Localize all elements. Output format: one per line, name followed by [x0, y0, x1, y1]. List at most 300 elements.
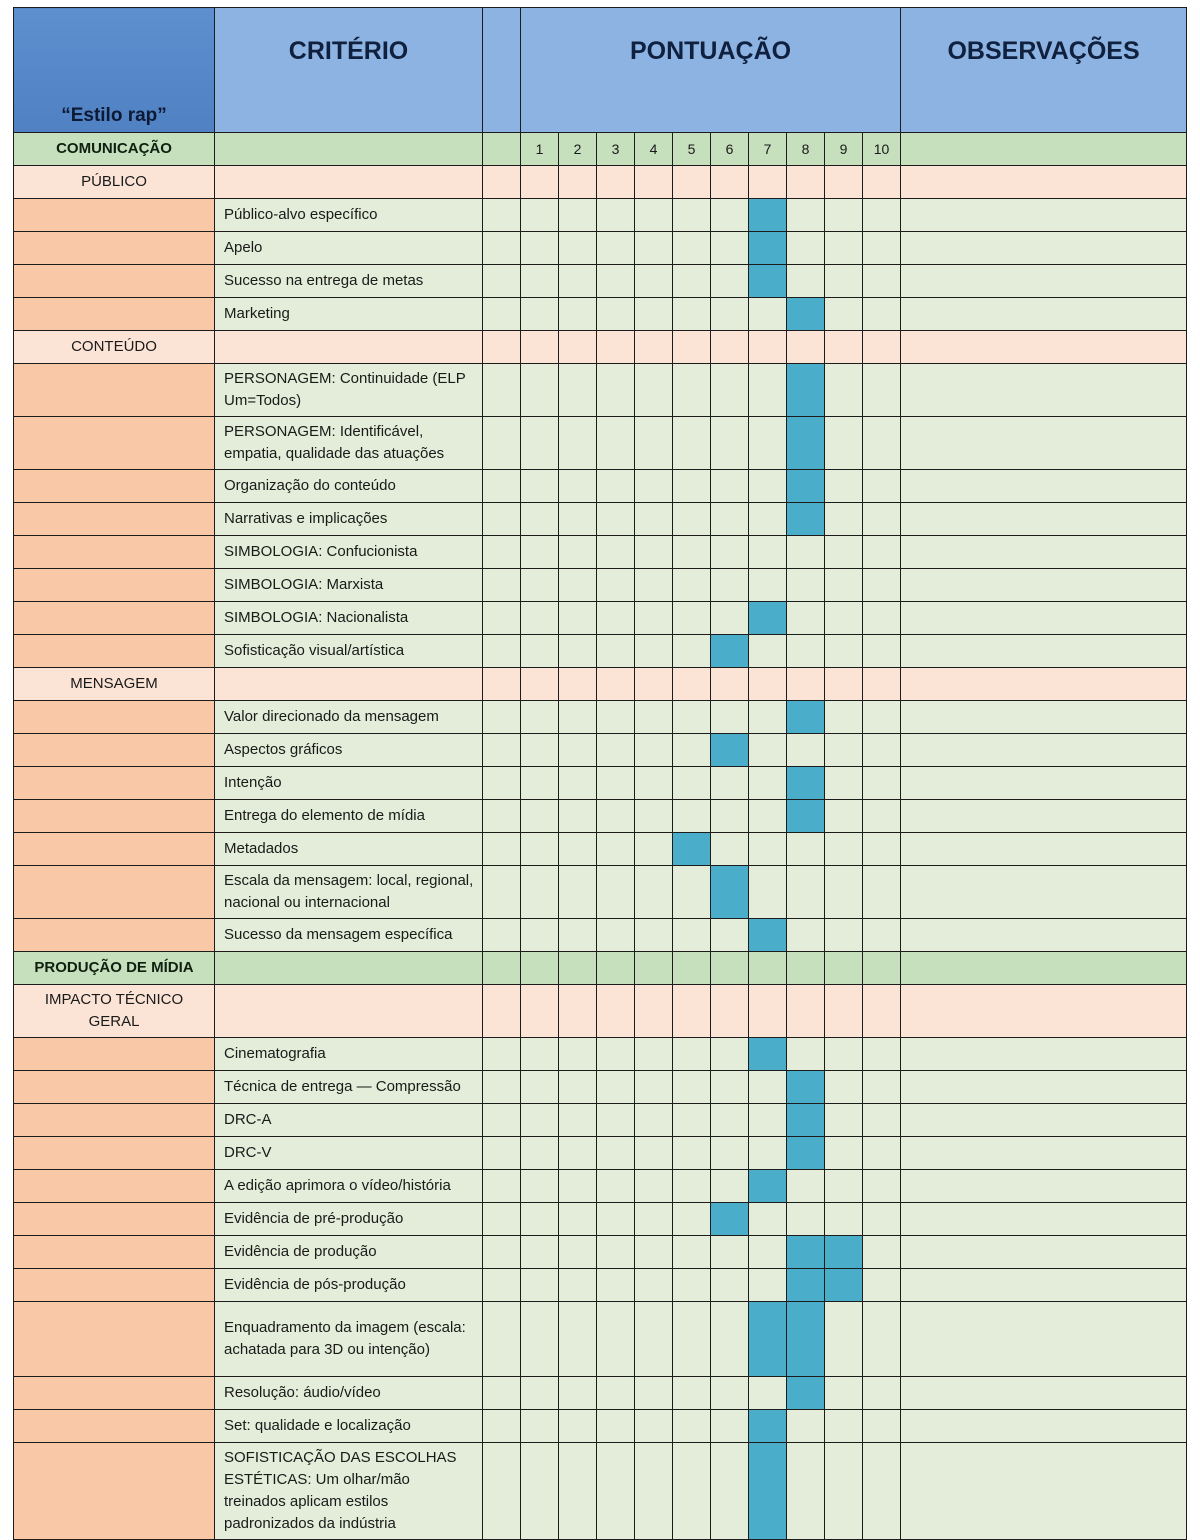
score-cell[interactable] [521, 199, 559, 232]
score-cell[interactable] [635, 232, 673, 265]
score-cell-selected[interactable] [787, 1302, 825, 1377]
score-cell[interactable] [597, 1104, 635, 1137]
score-cell[interactable] [673, 1443, 711, 1540]
score-cell[interactable] [825, 1071, 863, 1104]
score-cell[interactable] [711, 1269, 749, 1302]
score-cell-selected[interactable] [749, 1302, 787, 1377]
score-cell[interactable] [711, 199, 749, 232]
score-cell[interactable] [863, 833, 901, 866]
score-cell-selected[interactable] [749, 232, 787, 265]
score-cell[interactable] [597, 602, 635, 635]
notes-cell[interactable] [901, 1104, 1187, 1137]
score-cell-selected[interactable] [787, 701, 825, 734]
notes-cell[interactable] [901, 232, 1187, 265]
notes-cell[interactable] [901, 833, 1187, 866]
notes-cell[interactable] [901, 364, 1187, 417]
score-cell[interactable] [673, 767, 711, 800]
score-cell[interactable] [863, 199, 901, 232]
score-cell[interactable] [825, 364, 863, 417]
score-cell[interactable] [787, 734, 825, 767]
score-cell[interactable] [635, 364, 673, 417]
score-cell[interactable] [863, 1236, 901, 1269]
score-cell-selected[interactable] [749, 1038, 787, 1071]
score-cell[interactable] [787, 232, 825, 265]
notes-cell[interactable] [901, 1269, 1187, 1302]
score-cell[interactable] [559, 767, 597, 800]
score-cell[interactable] [559, 364, 597, 417]
score-cell[interactable] [749, 364, 787, 417]
notes-cell[interactable] [901, 417, 1187, 470]
score-cell[interactable] [863, 569, 901, 602]
score-cell-selected[interactable] [673, 833, 711, 866]
score-cell[interactable] [825, 1137, 863, 1170]
score-cell[interactable] [597, 1410, 635, 1443]
notes-cell[interactable] [901, 298, 1187, 331]
score-cell[interactable] [559, 536, 597, 569]
score-cell[interactable] [559, 1104, 597, 1137]
score-cell[interactable] [673, 1104, 711, 1137]
score-cell[interactable] [863, 635, 901, 668]
notes-cell[interactable] [901, 1170, 1187, 1203]
score-cell[interactable] [559, 1038, 597, 1071]
score-cell-selected[interactable] [787, 364, 825, 417]
score-cell[interactable] [787, 1038, 825, 1071]
score-cell[interactable] [787, 569, 825, 602]
notes-cell[interactable] [901, 1071, 1187, 1104]
score-cell[interactable] [863, 265, 901, 298]
score-cell[interactable] [635, 919, 673, 952]
score-cell[interactable] [711, 1071, 749, 1104]
score-cell[interactable] [825, 298, 863, 331]
notes-cell[interactable] [901, 866, 1187, 919]
notes-cell[interactable] [901, 1443, 1187, 1540]
score-cell[interactable] [673, 298, 711, 331]
score-cell[interactable] [597, 833, 635, 866]
score-cell[interactable] [559, 635, 597, 668]
score-cell[interactable] [597, 1137, 635, 1170]
score-cell[interactable] [749, 767, 787, 800]
score-cell[interactable] [635, 417, 673, 470]
score-cell[interactable] [825, 701, 863, 734]
score-cell[interactable] [673, 536, 711, 569]
score-cell[interactable] [635, 866, 673, 919]
score-cell[interactable] [711, 1302, 749, 1377]
score-cell[interactable] [673, 364, 711, 417]
notes-cell[interactable] [901, 1410, 1187, 1443]
score-cell[interactable] [863, 866, 901, 919]
score-cell-selected[interactable] [787, 298, 825, 331]
notes-cell[interactable] [901, 1203, 1187, 1236]
score-cell[interactable] [673, 1377, 711, 1410]
score-cell[interactable] [521, 265, 559, 298]
score-cell[interactable] [673, 1137, 711, 1170]
score-cell[interactable] [559, 1377, 597, 1410]
score-cell[interactable] [711, 1170, 749, 1203]
score-cell[interactable] [597, 1269, 635, 1302]
notes-cell[interactable] [901, 569, 1187, 602]
score-cell-selected[interactable] [787, 1137, 825, 1170]
score-cell-selected[interactable] [749, 919, 787, 952]
score-cell[interactable] [673, 1170, 711, 1203]
score-cell[interactable] [597, 1236, 635, 1269]
score-cell-selected[interactable] [749, 1170, 787, 1203]
score-cell[interactable] [635, 734, 673, 767]
notes-cell[interactable] [901, 1377, 1187, 1410]
score-cell[interactable] [749, 800, 787, 833]
score-cell[interactable] [521, 767, 559, 800]
score-cell[interactable] [559, 1071, 597, 1104]
score-cell[interactable] [521, 298, 559, 331]
score-cell[interactable] [597, 364, 635, 417]
score-cell-selected[interactable] [711, 866, 749, 919]
score-cell[interactable] [635, 1443, 673, 1540]
score-cell-selected[interactable] [787, 470, 825, 503]
score-cell[interactable] [635, 298, 673, 331]
score-cell[interactable] [825, 232, 863, 265]
score-cell[interactable] [635, 1377, 673, 1410]
score-cell[interactable] [559, 734, 597, 767]
score-cell[interactable] [635, 503, 673, 536]
score-cell[interactable] [749, 1071, 787, 1104]
score-cell[interactable] [711, 364, 749, 417]
score-cell[interactable] [863, 800, 901, 833]
score-cell[interactable] [635, 569, 673, 602]
score-cell[interactable] [711, 800, 749, 833]
score-cell[interactable] [597, 1071, 635, 1104]
score-cell[interactable] [559, 1236, 597, 1269]
score-cell[interactable] [787, 265, 825, 298]
score-cell[interactable] [787, 602, 825, 635]
score-cell[interactable] [559, 569, 597, 602]
score-cell[interactable] [711, 417, 749, 470]
score-cell[interactable] [863, 919, 901, 952]
score-cell[interactable] [521, 1302, 559, 1377]
score-cell[interactable] [749, 569, 787, 602]
score-cell[interactable] [787, 1410, 825, 1443]
score-cell[interactable] [749, 417, 787, 470]
score-cell[interactable] [749, 1137, 787, 1170]
score-cell[interactable] [559, 503, 597, 536]
score-cell[interactable] [521, 470, 559, 503]
score-cell[interactable] [521, 1071, 559, 1104]
score-cell[interactable] [863, 1038, 901, 1071]
score-cell[interactable] [635, 1137, 673, 1170]
notes-cell[interactable] [901, 503, 1187, 536]
score-cell[interactable] [749, 635, 787, 668]
score-cell[interactable] [825, 1038, 863, 1071]
score-cell[interactable] [521, 232, 559, 265]
score-cell[interactable] [559, 232, 597, 265]
score-cell[interactable] [787, 199, 825, 232]
score-cell[interactable] [787, 919, 825, 952]
score-cell[interactable] [711, 1377, 749, 1410]
score-cell[interactable] [863, 1137, 901, 1170]
notes-cell[interactable] [901, 701, 1187, 734]
score-cell[interactable] [825, 833, 863, 866]
score-cell[interactable] [825, 417, 863, 470]
score-cell[interactable] [521, 919, 559, 952]
score-cell[interactable] [863, 232, 901, 265]
score-cell[interactable] [521, 701, 559, 734]
score-cell[interactable] [673, 1038, 711, 1071]
score-cell[interactable] [635, 1269, 673, 1302]
score-cell[interactable] [635, 1236, 673, 1269]
score-cell[interactable] [521, 866, 559, 919]
score-cell[interactable] [825, 503, 863, 536]
score-cell[interactable] [711, 298, 749, 331]
score-cell[interactable] [825, 536, 863, 569]
score-cell[interactable] [597, 536, 635, 569]
score-cell[interactable] [711, 701, 749, 734]
score-cell[interactable] [825, 1443, 863, 1540]
score-cell[interactable] [711, 232, 749, 265]
score-cell[interactable] [787, 635, 825, 668]
score-cell[interactable] [673, 1269, 711, 1302]
score-cell[interactable] [711, 470, 749, 503]
score-cell[interactable] [749, 536, 787, 569]
score-cell[interactable] [673, 1302, 711, 1377]
score-cell[interactable] [749, 470, 787, 503]
score-cell[interactable] [825, 1170, 863, 1203]
score-cell[interactable] [597, 767, 635, 800]
score-cell[interactable] [711, 1038, 749, 1071]
score-cell[interactable] [711, 919, 749, 952]
score-cell[interactable] [559, 417, 597, 470]
score-cell[interactable] [521, 417, 559, 470]
score-cell[interactable] [673, 417, 711, 470]
score-cell[interactable] [597, 1443, 635, 1540]
score-cell[interactable] [711, 602, 749, 635]
score-cell[interactable] [673, 866, 711, 919]
score-cell[interactable] [635, 1203, 673, 1236]
score-cell[interactable] [521, 364, 559, 417]
score-cell[interactable] [559, 265, 597, 298]
score-cell[interactable] [521, 569, 559, 602]
score-cell[interactable] [635, 1071, 673, 1104]
score-cell[interactable] [749, 734, 787, 767]
score-cell[interactable] [787, 1443, 825, 1540]
score-cell[interactable] [673, 470, 711, 503]
score-cell[interactable] [635, 536, 673, 569]
score-cell-selected[interactable] [711, 635, 749, 668]
score-cell[interactable] [559, 602, 597, 635]
score-cell[interactable] [597, 265, 635, 298]
score-cell[interactable] [635, 470, 673, 503]
score-cell[interactable] [825, 265, 863, 298]
score-cell[interactable] [825, 1203, 863, 1236]
score-cell-selected[interactable] [711, 1203, 749, 1236]
score-cell[interactable] [521, 1104, 559, 1137]
score-cell[interactable] [559, 470, 597, 503]
score-cell[interactable] [597, 1038, 635, 1071]
score-cell[interactable] [559, 199, 597, 232]
score-cell[interactable] [825, 734, 863, 767]
score-cell-selected[interactable] [787, 417, 825, 470]
score-cell[interactable] [635, 800, 673, 833]
score-cell[interactable] [597, 866, 635, 919]
score-cell[interactable] [673, 265, 711, 298]
score-cell[interactable] [521, 833, 559, 866]
notes-cell[interactable] [901, 199, 1187, 232]
score-cell[interactable] [559, 1410, 597, 1443]
score-cell[interactable] [711, 1104, 749, 1137]
score-cell[interactable] [863, 1203, 901, 1236]
score-cell[interactable] [597, 503, 635, 536]
score-cell[interactable] [521, 1269, 559, 1302]
score-cell[interactable] [749, 298, 787, 331]
score-cell[interactable] [711, 833, 749, 866]
score-cell[interactable] [673, 734, 711, 767]
score-cell[interactable] [673, 635, 711, 668]
score-cell[interactable] [559, 800, 597, 833]
score-cell[interactable] [673, 569, 711, 602]
score-cell-selected[interactable] [787, 767, 825, 800]
score-cell[interactable] [863, 734, 901, 767]
score-cell[interactable] [787, 1170, 825, 1203]
score-cell[interactable] [635, 1410, 673, 1443]
score-cell-selected[interactable] [787, 503, 825, 536]
score-cell[interactable] [825, 767, 863, 800]
score-cell[interactable] [521, 1443, 559, 1540]
score-cell[interactable] [559, 1302, 597, 1377]
notes-cell[interactable] [901, 536, 1187, 569]
score-cell[interactable] [597, 1302, 635, 1377]
score-cell[interactable] [521, 503, 559, 536]
notes-cell[interactable] [901, 919, 1187, 952]
score-cell[interactable] [673, 232, 711, 265]
score-cell-selected[interactable] [787, 1071, 825, 1104]
score-cell[interactable] [597, 734, 635, 767]
score-cell[interactable] [711, 1137, 749, 1170]
notes-cell[interactable] [901, 1137, 1187, 1170]
score-cell[interactable] [787, 833, 825, 866]
score-cell[interactable] [825, 635, 863, 668]
score-cell[interactable] [787, 1203, 825, 1236]
score-cell[interactable] [749, 1236, 787, 1269]
score-cell[interactable] [711, 536, 749, 569]
score-cell[interactable] [597, 635, 635, 668]
score-cell[interactable] [521, 635, 559, 668]
score-cell[interactable] [597, 569, 635, 602]
score-cell[interactable] [597, 1203, 635, 1236]
score-cell[interactable] [749, 1104, 787, 1137]
score-cell-selected[interactable] [749, 1443, 787, 1540]
score-cell[interactable] [749, 1203, 787, 1236]
score-cell[interactable] [749, 503, 787, 536]
notes-cell[interactable] [901, 767, 1187, 800]
score-cell[interactable] [559, 1203, 597, 1236]
score-cell[interactable] [559, 833, 597, 866]
score-cell[interactable] [863, 1443, 901, 1540]
score-cell[interactable] [521, 734, 559, 767]
score-cell[interactable] [749, 833, 787, 866]
score-cell-selected[interactable] [711, 734, 749, 767]
score-cell[interactable] [825, 919, 863, 952]
score-cell[interactable] [635, 833, 673, 866]
score-cell[interactable] [559, 1137, 597, 1170]
notes-cell[interactable] [901, 1236, 1187, 1269]
score-cell[interactable] [863, 1302, 901, 1377]
score-cell[interactable] [863, 1170, 901, 1203]
score-cell[interactable] [863, 1104, 901, 1137]
score-cell[interactable] [597, 800, 635, 833]
score-cell-selected[interactable] [787, 1377, 825, 1410]
score-cell[interactable] [825, 602, 863, 635]
score-cell-selected[interactable] [749, 265, 787, 298]
score-cell[interactable] [635, 1104, 673, 1137]
score-cell[interactable] [673, 1203, 711, 1236]
score-cell[interactable] [597, 1170, 635, 1203]
score-cell[interactable] [635, 1038, 673, 1071]
score-cell[interactable] [711, 265, 749, 298]
score-cell[interactable] [635, 701, 673, 734]
score-cell-selected[interactable] [749, 602, 787, 635]
score-cell[interactable] [559, 866, 597, 919]
score-cell[interactable] [863, 1377, 901, 1410]
score-cell[interactable] [825, 1377, 863, 1410]
score-cell[interactable] [559, 701, 597, 734]
score-cell[interactable] [521, 536, 559, 569]
score-cell[interactable] [673, 701, 711, 734]
score-cell-selected[interactable] [787, 1104, 825, 1137]
score-cell[interactable] [521, 1203, 559, 1236]
score-cell[interactable] [825, 1410, 863, 1443]
score-cell[interactable] [825, 470, 863, 503]
notes-cell[interactable] [901, 734, 1187, 767]
score-cell[interactable] [559, 1269, 597, 1302]
score-cell[interactable] [749, 701, 787, 734]
score-cell[interactable] [711, 503, 749, 536]
score-cell[interactable] [521, 1377, 559, 1410]
score-cell-selected[interactable] [749, 199, 787, 232]
score-cell[interactable] [673, 800, 711, 833]
score-cell[interactable] [863, 701, 901, 734]
score-cell[interactable] [635, 1302, 673, 1377]
score-cell[interactable] [597, 199, 635, 232]
score-cell[interactable] [521, 1170, 559, 1203]
score-cell[interactable] [597, 919, 635, 952]
score-cell[interactable] [863, 602, 901, 635]
score-cell[interactable] [597, 232, 635, 265]
score-cell[interactable] [711, 1236, 749, 1269]
score-cell[interactable] [673, 602, 711, 635]
score-cell[interactable] [521, 602, 559, 635]
score-cell[interactable] [521, 1038, 559, 1071]
score-cell[interactable] [673, 919, 711, 952]
score-cell[interactable] [825, 569, 863, 602]
score-cell[interactable] [521, 1410, 559, 1443]
score-cell[interactable] [711, 569, 749, 602]
score-cell[interactable] [521, 1236, 559, 1269]
score-cell[interactable] [673, 1236, 711, 1269]
notes-cell[interactable] [901, 635, 1187, 668]
score-cell-selected[interactable] [787, 1269, 825, 1302]
score-cell[interactable] [635, 265, 673, 298]
notes-cell[interactable] [901, 1038, 1187, 1071]
score-cell-selected[interactable] [825, 1269, 863, 1302]
score-cell[interactable] [559, 1443, 597, 1540]
score-cell[interactable] [597, 701, 635, 734]
score-cell[interactable] [825, 866, 863, 919]
score-cell[interactable] [749, 866, 787, 919]
notes-cell[interactable] [901, 470, 1187, 503]
score-cell[interactable] [863, 1071, 901, 1104]
score-cell[interactable] [863, 503, 901, 536]
score-cell[interactable] [635, 767, 673, 800]
score-cell[interactable] [787, 866, 825, 919]
score-cell-selected[interactable] [787, 800, 825, 833]
notes-cell[interactable] [901, 265, 1187, 298]
